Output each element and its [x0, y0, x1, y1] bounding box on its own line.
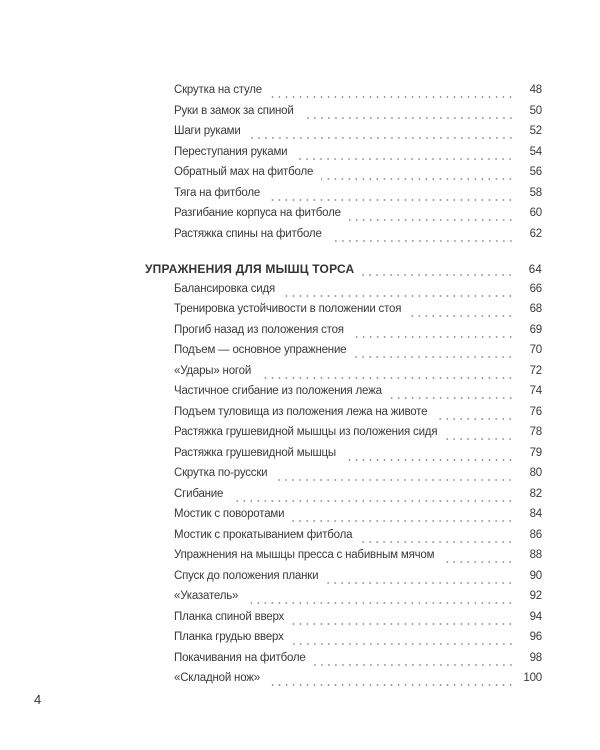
toc-entry — [174, 303, 542, 324]
toc-entry-title: Спуск до положения планки — [174, 569, 319, 582]
toc-entry — [174, 570, 542, 591]
dot-leader — [275, 479, 514, 481]
toc-entry-title: Скрутка по-русски — [174, 467, 268, 479]
toc-entry-page: 94 — [529, 610, 542, 623]
toc-entry — [174, 488, 542, 509]
toc-entry-title: Покачивания на фитболе — [174, 651, 306, 664]
toc-entry-title: Планка спиной вверх — [174, 610, 285, 623]
dot-leader — [442, 561, 514, 563]
toc-entry-title: Мостик с прокатыванием фитбола — [174, 528, 353, 541]
toc-entry-title: Подъем — основное упражнение — [174, 344, 347, 356]
dot-leader — [249, 137, 514, 139]
dot-leader — [302, 117, 514, 119]
toc-entry — [174, 508, 542, 529]
dot-leader — [292, 643, 514, 645]
toc-entry-title: Планка грудью вверх — [174, 631, 284, 643]
dot-leader — [445, 438, 514, 440]
dot-leader — [270, 96, 514, 98]
toc-entry-page: 76 — [529, 405, 542, 418]
dot-leader — [362, 274, 514, 276]
toc-entry-page: 66 — [529, 282, 542, 295]
toc-entry-page: 88 — [529, 549, 542, 561]
toc-entry-title: «Указатель» — [174, 590, 239, 602]
toc-entry — [174, 631, 542, 652]
dot-leader — [326, 582, 514, 584]
toc-entry — [174, 426, 542, 447]
dot-leader — [344, 459, 514, 461]
toc-entry-title: Растяжка грушевидной мышцы — [174, 446, 336, 459]
dot-leader — [360, 541, 514, 543]
toc-entry-page: 100 — [523, 672, 542, 684]
toc-entry-page: 79 — [529, 446, 542, 459]
toc-entry-page: 52 — [529, 125, 542, 137]
toc-entry-page: 90 — [529, 569, 542, 582]
toc-entry-title: Сгибание — [174, 487, 224, 500]
toc-entry-title: Переступания руками — [174, 145, 288, 158]
dot-leader — [268, 684, 514, 686]
toc-entry — [174, 447, 542, 468]
toc-entry-page: 64 — [528, 264, 542, 276]
toc-entry — [174, 590, 542, 611]
toc-entry-title: Шаги руками — [174, 125, 241, 137]
dot-leader — [321, 178, 514, 180]
toc-entry-title: Разгибание корпуса на фитболе — [174, 207, 341, 219]
dot-leader — [330, 240, 514, 242]
toc-entry-title: Частичное сгибание из положения лежа — [174, 385, 382, 397]
toc-entry-title: Балансировка сидя — [174, 282, 276, 295]
toc-entry-page: 84 — [529, 508, 542, 520]
dot-leader — [246, 602, 514, 604]
dot-leader — [292, 623, 514, 625]
toc-entry — [174, 84, 542, 105]
dot-leader — [295, 158, 514, 160]
toc-entry — [174, 672, 542, 693]
toc-entry-page: 98 — [529, 651, 542, 664]
toc-entry-title: Скрутка на стуле — [174, 84, 262, 96]
toc-entry — [174, 207, 542, 228]
toc-entry-page: 80 — [529, 467, 542, 479]
toc-entry-page: 72 — [529, 364, 542, 377]
toc-entry-title: Мостик с поворотами — [174, 508, 285, 520]
dot-leader — [268, 199, 514, 201]
toc-entry-title: Растяжка грушевидной мышцы из положения сидя — [174, 426, 438, 438]
dot-leader — [259, 377, 514, 379]
toc-entry-title: Прогиб назад из положения стоя — [174, 323, 344, 336]
toc-entry-title: УПРАЖНЕНИЯ ДЛЯ МЫШЦ ТОРСА — [145, 262, 355, 276]
toc-entry-page: 56 — [529, 166, 542, 178]
toc-entry — [174, 324, 542, 345]
table-of-contents — [145, 84, 542, 693]
toc-entry-page: 92 — [529, 590, 542, 602]
toc-entry-page: 54 — [529, 145, 542, 158]
toc-entry-page: 58 — [529, 186, 542, 199]
toc-entry — [174, 283, 542, 304]
toc-entry — [174, 344, 542, 365]
toc-entry — [174, 385, 542, 406]
toc-entry-title: Тяга на фитболе — [174, 186, 261, 199]
toc-entry-page: 62 — [529, 227, 542, 240]
toc-entry — [174, 549, 542, 570]
toc-entry — [174, 125, 542, 146]
toc-entry-page: 68 — [529, 303, 542, 315]
dot-leader — [409, 315, 514, 317]
toc-section-heading — [145, 262, 542, 283]
dot-leader — [390, 397, 514, 399]
toc-entry-title: Упражнения на мышцы пресса с набивным мячом — [174, 549, 435, 561]
toc-entry-title: Растяжка спины на фитболе — [174, 227, 322, 240]
toc-entry-page: 78 — [529, 426, 542, 438]
dot-leader — [349, 219, 514, 221]
toc-entry-page: 50 — [529, 104, 542, 117]
dot-leader — [283, 295, 514, 297]
dot-leader — [352, 336, 514, 338]
toc-entry — [174, 166, 542, 187]
toc-entry-title: «Удары» ногой — [174, 364, 252, 377]
dot-leader — [292, 520, 514, 522]
toc-entry-page: 74 — [529, 385, 542, 397]
toc-entry-title: Тренировка устойчивости в положении стоя — [174, 303, 402, 315]
toc-entry — [174, 146, 542, 167]
dot-leader — [231, 500, 514, 502]
toc-entry — [174, 365, 542, 386]
toc-entry-title: Подъем туловища из положения лежа на животе — [174, 405, 428, 418]
toc-entry — [174, 105, 542, 126]
toc-entry — [174, 187, 542, 208]
toc-entry-title: «Складной нож» — [174, 672, 260, 684]
toc-entry — [174, 467, 542, 488]
toc-entry-title: Руки в замок за спиной — [174, 104, 294, 117]
toc-entry-page: 96 — [529, 631, 542, 643]
toc-entry-page: 82 — [529, 487, 542, 500]
toc-entry-page: 48 — [529, 84, 542, 96]
dot-leader — [354, 356, 514, 358]
toc-entry-page: 86 — [529, 528, 542, 541]
toc-entry-page: 60 — [529, 207, 542, 219]
toc-entry — [174, 611, 542, 632]
toc-entry — [174, 529, 542, 550]
toc-entry — [174, 406, 542, 427]
toc-entry-title: Обратный мах на фитболе — [174, 166, 314, 178]
toc-entry — [174, 228, 542, 249]
toc-entry-page: 69 — [529, 323, 542, 336]
toc-entry-page: 70 — [529, 344, 542, 356]
toc-entry — [174, 652, 542, 673]
page-number: 4 — [34, 692, 42, 707]
dot-leader — [314, 664, 514, 666]
dot-leader — [435, 418, 514, 420]
